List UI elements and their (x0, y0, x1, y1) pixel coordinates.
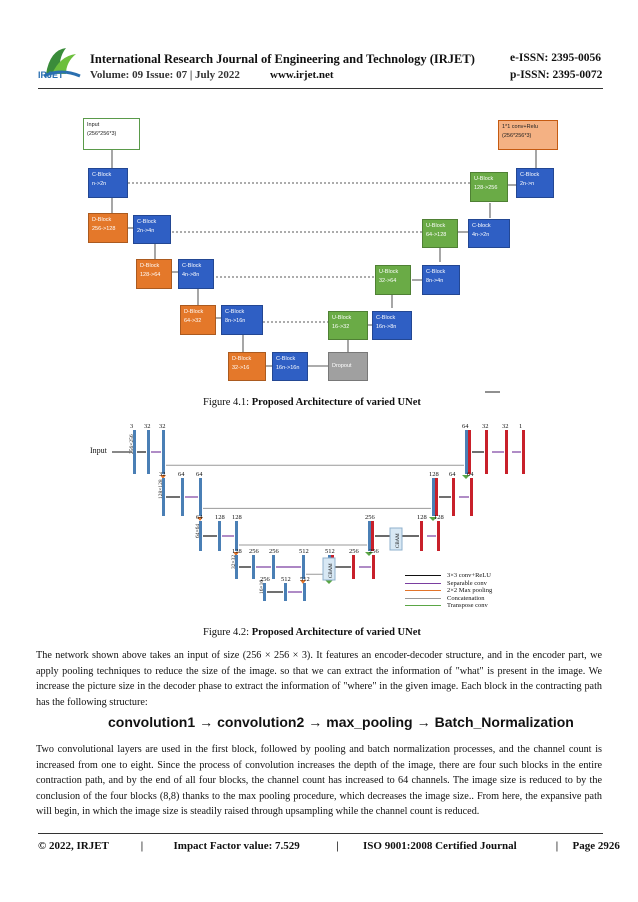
decoder-bar (352, 555, 355, 579)
encoder-bar (199, 478, 202, 516)
d-block-4 (228, 352, 266, 381)
legend-label: Concatenation (447, 594, 485, 602)
decoder-bar (522, 430, 525, 474)
legend-label: 3×3 conv+ReLU (447, 572, 491, 579)
legend-item (405, 602, 492, 610)
logo-text: IRJET (38, 70, 64, 80)
transpose-arrow (325, 580, 333, 584)
encoder-count: 32 (159, 423, 166, 430)
decoder-bar (468, 430, 471, 474)
decoder-bar (465, 430, 468, 474)
block-sub: n->2n (92, 181, 107, 187)
u-block-4 (470, 172, 508, 202)
block-sub: 128->256 (474, 185, 498, 191)
cbam-label: CBAM (329, 563, 334, 578)
decoder-count: 256 (365, 514, 375, 521)
c-block-4 (221, 305, 263, 335)
block-name: D-Block (184, 309, 204, 315)
output-box (498, 120, 558, 150)
figure-4-2 (0, 418, 638, 618)
decoder-count: 64 (462, 423, 469, 430)
decoder-count: 256 (369, 548, 379, 555)
encoder-count: 256 (249, 548, 259, 555)
block-name: C-Block (182, 263, 202, 269)
encoder-bar (303, 583, 306, 601)
caption-title: Proposed Architecture of varied UNet (251, 627, 421, 638)
encoder-bar (147, 430, 150, 474)
block-name: C-Block (276, 356, 296, 362)
decoder-count: 32 (482, 423, 489, 430)
block-sub: 64->32 (184, 318, 202, 324)
footer-rule (38, 833, 603, 834)
c-block-2 (133, 215, 171, 244)
fig1-connectors (0, 0, 638, 400)
block-sub: 16n->16n (276, 365, 300, 371)
decoder-count: 64 (449, 471, 456, 478)
c-block-1 (88, 168, 128, 198)
block-name: C-Block (426, 269, 446, 275)
c-block-5 (272, 352, 308, 381)
legend-swatch-conv (405, 575, 441, 576)
encoder-count: 32 (159, 471, 166, 478)
footer-copyright: © 2022, IRJET (38, 840, 109, 852)
decoder-bar (470, 478, 473, 516)
encoder-count: 64 (196, 471, 203, 478)
decoder-count: 128 (429, 471, 439, 478)
decoder-count: 128 (434, 514, 444, 521)
legend-swatch-transpose (405, 605, 441, 606)
encoder-count: 32 (144, 423, 151, 430)
arrow-icon: → (199, 714, 214, 730)
encoder-bar (181, 478, 184, 516)
caption-prefix: Figure 4.1: (203, 397, 252, 408)
footer-sep: | (140, 840, 144, 852)
legend-swatch-separable (405, 583, 441, 584)
encoder-count: 512 (300, 576, 310, 583)
legend-label: Separable conv (447, 579, 487, 587)
decoder-bar (368, 521, 371, 551)
legend-item (405, 572, 492, 580)
fig2-input-label: Input (90, 446, 107, 455)
c-block-6 (372, 311, 412, 340)
legend-swatch-concat (405, 598, 441, 599)
encoder-bar (218, 521, 221, 551)
block-sub: 64->128 (426, 232, 447, 238)
eq-term: Batch_Normalization (434, 714, 574, 730)
decoder-bar (505, 430, 508, 474)
block-name: C-Block (520, 172, 540, 178)
encoder-bar (162, 430, 165, 474)
d-block-2 (136, 259, 172, 289)
block-name: U-Block (426, 223, 446, 229)
volume-issue: Volume: 09 Issue: 07 | July 2022 (90, 69, 240, 81)
c-block-9 (516, 168, 554, 198)
block-sub: 32->64 (379, 278, 397, 284)
decoder-bar (452, 478, 455, 516)
encoder-bar (272, 555, 275, 579)
decoder-bar (432, 478, 435, 516)
encoder-count: 128 (232, 548, 242, 555)
legend-label: 2×2 Max pooling (447, 587, 493, 594)
block-name: C-Block (376, 315, 396, 321)
decoder-count: 1 (519, 423, 523, 430)
block-sub: 128->64 (140, 272, 161, 278)
c-block-7 (422, 265, 460, 295)
block-name: C-Block (137, 219, 157, 225)
block-structure-equation (108, 714, 574, 730)
encoder-bar (252, 555, 255, 579)
footer-page: Page 2926 (572, 840, 620, 852)
footer-sep: | (555, 840, 559, 852)
encoder-count: 512 (299, 548, 309, 555)
legend-item (405, 595, 492, 603)
encoder-count: 256 (260, 576, 270, 583)
side-size-label: 64×64 (195, 523, 201, 538)
encoder-bar (284, 583, 287, 601)
legend-item (405, 580, 492, 588)
block-sub: 8n->4n (426, 278, 444, 284)
d-block-1 (88, 213, 128, 243)
u-block-1 (328, 311, 368, 340)
footer-impact: Impact Factor value: 7.529 (173, 840, 300, 852)
decoder-bar (420, 521, 423, 551)
legend-swatch-pool (405, 590, 441, 591)
input-label: Input (87, 122, 100, 128)
eq-term: convolution2 (217, 714, 305, 730)
side-size-label: 32×32 (231, 554, 237, 569)
paragraph-1: The network shown above takes an input of size (256 × 256 × 3). It features an encoder-decoder structure, and in the encoder part, we apply pooling techniques to reduce the size of the image. so that we can extract the information of "what" is present in the image. We increase the picture size in the decoder phase to extract the information of "where" in the given image. Each block in the contracting path has the following structure: (36, 650, 602, 708)
u-block-3 (422, 219, 458, 248)
decoder-count: 256 (349, 548, 359, 555)
block-name: U-Block (332, 315, 352, 321)
encoder-count: 64 (196, 514, 203, 521)
footer-iso: ISO 9001:2008 Certified Journal (363, 840, 517, 852)
u-block-2 (375, 265, 411, 295)
e-issn: e-ISSN: 2395-0056 (510, 52, 602, 64)
side-size-label: 16×16 (259, 579, 265, 594)
side-size-label: 256×256 (129, 434, 135, 454)
encoder-count: 64 (178, 471, 185, 478)
decoder-bar (372, 555, 375, 579)
block-name: C-Block (225, 309, 245, 315)
decoder-bar (371, 521, 374, 551)
arrow-icon: → (308, 714, 323, 730)
caption-title: Proposed Architecture of varied UNet (251, 397, 421, 408)
output-label: 1*1 conv+Relu (502, 124, 538, 130)
footer-sep: | (336, 840, 339, 852)
block-name: D-Block (140, 263, 160, 269)
side-size-label: 128×128 (158, 479, 164, 499)
block-sub: 4n->8n (182, 272, 200, 278)
block-name: D-Block (92, 217, 112, 223)
website: www.irjet.net (270, 69, 334, 81)
figure-4-1 (0, 0, 638, 400)
block-name: U-Block (379, 269, 399, 275)
c-block-3 (178, 259, 214, 289)
block-name: U-Block (474, 176, 494, 182)
decoder-bar (437, 521, 440, 551)
block-sub: 2n->4n (137, 228, 155, 234)
block-name: C-block (472, 223, 491, 229)
legend-item (405, 587, 492, 595)
fig2-legend (405, 572, 492, 610)
encoder-count: 512 (281, 576, 291, 583)
footer (38, 840, 620, 852)
paragraph-2: Two convolutional layers are used in the first block, followed by pooling and batch normalization processes, and the channel count is increased from one to eight. Since the process of convolution increases the depth of the image, there are four such blocks in the entire contraction path, and by the end of all four blocks, the channel count has increased to 64 channels. The image size is reduced to by the conclusion of the four blocks (8,8) thanks to the max pooling procedure, which decreases the image size.. From here, the expansive path will begin, in which the image size is steadily raised through upsampling while the channel count is reduced. (36, 744, 602, 818)
decoder-count: 64 (467, 471, 474, 478)
block-name: Dropout (332, 363, 352, 369)
p-issn: p-ISSN: 2395-0072 (510, 69, 603, 81)
c-block-8 (468, 219, 510, 248)
d-block-3 (180, 305, 216, 335)
encoder-count: 128 (215, 514, 225, 521)
encoder-count: 128 (232, 514, 242, 521)
legend-label: Transpose conv (447, 602, 488, 609)
block-sub: 16n->8n (376, 324, 397, 330)
output-size: (256*256*3) (502, 133, 532, 139)
figure-4-1-caption (203, 397, 421, 408)
encoder-count: 256 (269, 548, 279, 555)
eq-term: convolution1 (108, 714, 196, 730)
figure-4-2-caption (203, 627, 421, 638)
input-box (83, 118, 140, 150)
block-sub: 32->16 (232, 365, 250, 371)
encoder-count: 3 (130, 423, 134, 430)
decoder-count: 128 (417, 514, 427, 521)
block-sub: 16->32 (332, 324, 350, 330)
block-sub: 8n->16n (225, 318, 246, 324)
decoder-bar (435, 478, 438, 516)
dropout-block (328, 352, 368, 381)
block-name: C-Block (92, 172, 112, 178)
block-sub: 2n->n (520, 181, 535, 187)
block-name: D-Block (232, 356, 252, 362)
arrow-icon: → (416, 714, 431, 730)
input-size: (256*256*3) (87, 131, 117, 137)
decoder-count: 32 (502, 423, 509, 430)
block-sub: 4n->2n (472, 232, 490, 238)
decoder-bar (485, 430, 488, 474)
journal-title: International Research Journal of Engineering and Technology (IRJET) (90, 52, 475, 66)
encoder-bar (235, 521, 238, 551)
cbam-label: CBAM (396, 533, 401, 548)
caption-prefix: Figure 4.2: (203, 627, 252, 638)
block-sub: 256->128 (92, 226, 116, 232)
decoder-count: 512 (325, 548, 335, 555)
eq-term: max_pooling (326, 714, 413, 730)
